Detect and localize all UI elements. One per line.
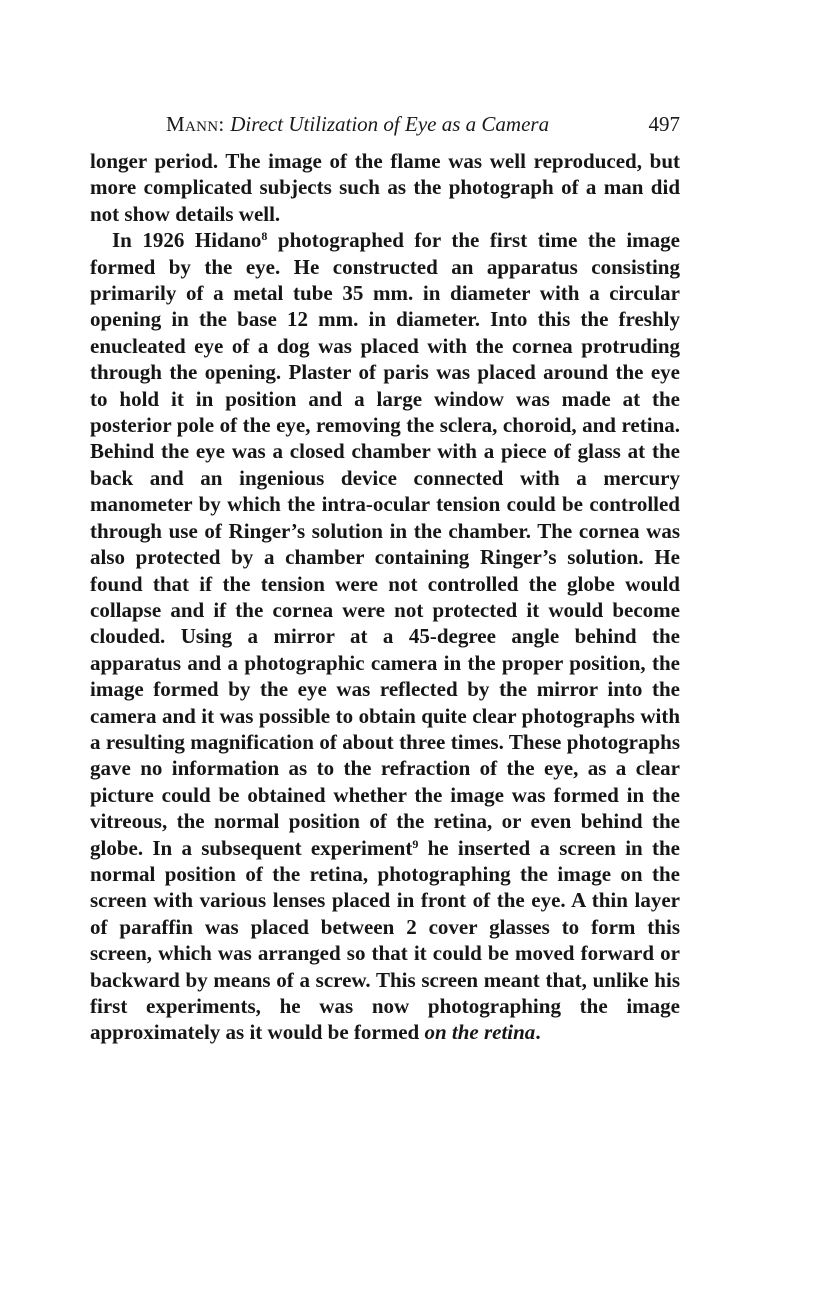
paragraph-1: longer period. The image of the flame was well reproduced, but more complicated subjects such as the photograph of a man did not show details well.: [90, 149, 680, 226]
title-separator: :: [218, 112, 225, 136]
paragraph-2-end: .: [535, 1020, 541, 1045]
running-head: [90, 108, 680, 148]
paragraph-2-part-3: he inserted a screen in the normal position of the retina, photographing the image on the screen with various lenses placed in front of the eye. A thin layer of paraffin was placed between 2 cover glasses to form this screen, which was arranged so that it could be moved forward or backward by means of a screw. This screen meant that, unlike his first experiments, he was now photographing the image approximately as it would be formed: [90, 835, 680, 1045]
paragraph-2: [90, 227, 680, 1046]
footnote-ref-8[interactable]: 8: [261, 229, 268, 244]
emphasis-on-the-retina: on the retina: [424, 1020, 536, 1045]
paragraph-2-part-2: photographed for the first time the image formed by the eye. He constructed an apparatus consisting primarily of a metal tube 35 mm. in diameter with a circular opening in the base 12 mm. in diameter. Into this the freshly enucleated eye of a dog was placed with the cornea protruding through the opening. Plaster of paris was placed around the eye to hold it in position and a large window was made at the posterior pole of the eye, removing the sclera, choroid, and retina. Behind the eye was a closed chamber with a piece of glass at the back and an ingenious device connected with a mercury manometer by which the intra-ocular tension could be controlled through use of Ringer’s solution in the chamber. The cornea was also protected by a chamber containing Ringer’s solution. He found that if the tension were not controlled the globe would collapse and if the cornea were not protected it would become clouded. Using a mirror at a 45-degree angle behind the apparatus and a photographic camera in the proper position, the image formed by the eye was reflected by the mirror into the camera and it was possible to obtain quite clear photographs with a resulting magnification of about three times. These photographs gave no information as to the refraction of the eye, as a clear picture could be obtained whether the image was formed in the vitreous, the normal position of the retina, or even behind the globe. In a subsequent experiment: [90, 228, 680, 860]
paragraph-2-part-1: In 1926 Hidano: [112, 228, 262, 253]
page: [90, 108, 680, 1046]
article-title: Direct Utilization of Eye as a Camera: [230, 112, 550, 136]
page-number: 497: [648, 112, 680, 136]
footnote-ref-9[interactable]: 9: [412, 836, 419, 851]
article-body: [90, 148, 680, 1046]
running-title: [166, 112, 549, 137]
author-name: Mann: [166, 112, 219, 136]
